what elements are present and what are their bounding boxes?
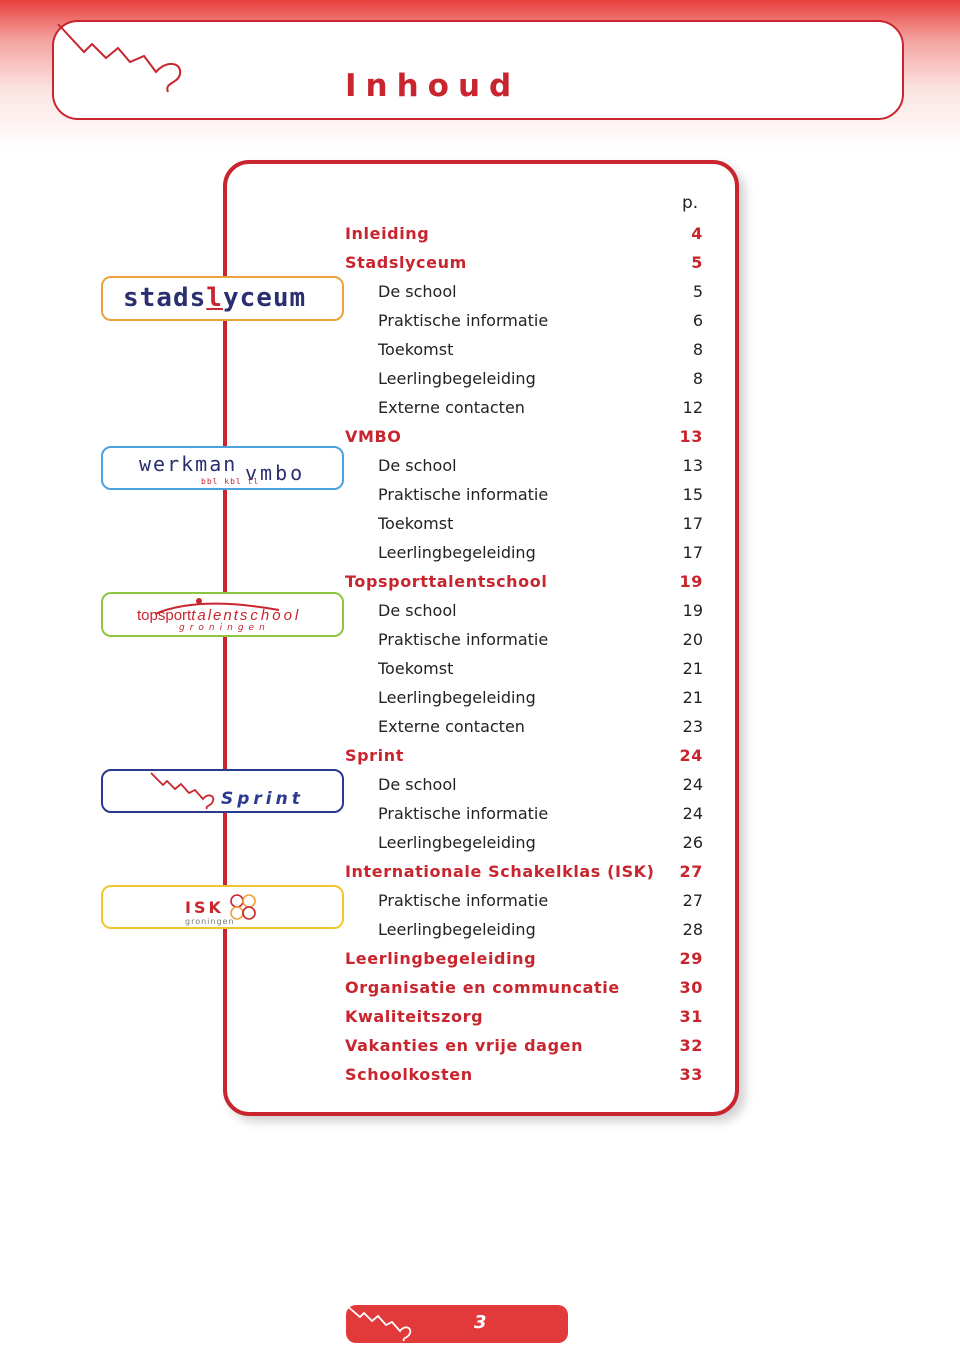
toc-entry-page: 21 [682, 659, 703, 678]
page-title: Inhoud [345, 68, 521, 104]
toc-entry-label: Toekomst [378, 514, 454, 533]
toc-entry-page: 33 [679, 1065, 703, 1084]
toc-subsection-row[interactable] [345, 509, 703, 538]
toc-entry-page: 12 [682, 398, 703, 417]
toc-entry-label: Leerlingbegeleiding [378, 543, 536, 562]
toc-entry-label: Organisatie en communcatie [345, 978, 620, 997]
toc-entry-page: 24 [679, 746, 703, 765]
toc-entry-page: 24 [682, 775, 703, 794]
toc-entry-page: 6 [692, 311, 703, 330]
toc-entry-page: 15 [682, 485, 703, 504]
toc-section-row[interactable] [345, 1031, 703, 1060]
logo-stadslyceum-text-b: yceum [222, 283, 307, 313]
toc-entry-label: Praktische informatie [378, 311, 549, 330]
footer-swoosh-icon [344, 1303, 414, 1343]
toc-entry-page: 8 [692, 369, 703, 388]
toc-subsection-row[interactable] [345, 335, 703, 364]
logo-werkman-subtext: bbl kbl tl [201, 477, 260, 486]
toc-section-row[interactable] [345, 567, 703, 596]
toc-subsection-row[interactable] [345, 654, 703, 683]
toc-subsection-row[interactable] [345, 451, 703, 480]
logo-topsport-text-b: talent [191, 607, 240, 624]
toc-subsection-row[interactable] [345, 712, 703, 741]
toc-subsection-row[interactable] [345, 683, 703, 712]
toc-entry-page: 13 [679, 427, 703, 446]
toc-entry-page: 29 [679, 949, 703, 968]
toc-entry-label: Stadslyceum [345, 253, 467, 272]
toc-entry-page: 13 [682, 456, 703, 475]
logo-werkman-vmbo [101, 446, 344, 490]
toc-entry-label: Toekomst [378, 340, 454, 359]
toc-section-row[interactable] [345, 219, 703, 248]
toc-entry-label: Leerlingbegeleiding [378, 688, 536, 707]
toc-entry-page: 28 [682, 920, 703, 939]
toc-entry-label: Sprint [345, 746, 404, 765]
toc-section-row[interactable] [345, 857, 703, 886]
toc-subsection-row[interactable] [345, 480, 703, 509]
toc-entry-page: 21 [682, 688, 703, 707]
logo-isk-subtext: groningen [185, 917, 235, 926]
toc-subsection-row[interactable] [345, 596, 703, 625]
logo-topsporttalentschool [101, 592, 344, 637]
toc-entry-page: 26 [682, 833, 703, 852]
logo-werkman-text: werkman [139, 452, 238, 476]
toc-entry-label: Leerlingbegeleiding [345, 949, 537, 968]
toc-entry-label: Leerlingbegeleiding [378, 369, 536, 388]
logo-topsport-text-a: topsport [137, 607, 192, 624]
toc-entry-page: 19 [682, 601, 703, 620]
toc-entry-label: Externe contacten [378, 398, 525, 417]
toc-subsection-row[interactable] [345, 799, 703, 828]
footer-bar [346, 1305, 568, 1343]
logo-stadslyceum-text-l: l [206, 283, 223, 313]
toc-entry-page: 17 [682, 514, 703, 533]
toc-entry-page: 20 [682, 630, 703, 649]
toc-entry-label: Toekomst [378, 659, 454, 678]
logo-topsport-subtext: groningen [179, 623, 270, 633]
toc-section-row[interactable] [345, 248, 703, 277]
toc-entry-label: De school [378, 775, 457, 794]
toc-section-row[interactable] [345, 1002, 703, 1031]
toc-subsection-row[interactable] [345, 828, 703, 857]
toc-entry-label: Internationale Schakelklas (ISK) [345, 862, 655, 881]
logo-isk-text: ISK [185, 898, 224, 917]
toc-subsection-row[interactable] [345, 886, 703, 915]
toc-entry-page: 27 [679, 862, 703, 881]
toc-entry-page: 32 [679, 1036, 703, 1055]
toc-entry-label: Externe contacten [378, 717, 525, 736]
toc-entry-page: 23 [682, 717, 703, 736]
toc-entry-page: 5 [692, 282, 703, 301]
toc-entry-label: Praktische informatie [378, 804, 549, 823]
toc-subsection-row[interactable] [345, 364, 703, 393]
toc-subsection-row[interactable] [345, 625, 703, 654]
toc-entry-label: Leerlingbegeleiding [378, 920, 536, 939]
toc-entry-label: De school [378, 601, 457, 620]
toc-entry-label: De school [378, 456, 457, 475]
toc-entry-page: 30 [679, 978, 703, 997]
toc-subsection-row[interactable] [345, 306, 703, 335]
toc-entry-page: 19 [679, 572, 703, 591]
toc-entry-label: Praktische informatie [378, 891, 549, 910]
logo-sprint [101, 769, 344, 813]
toc-subsection-row[interactable] [345, 277, 703, 306]
toc-section-row[interactable] [345, 422, 703, 451]
toc-entry-label: Kwaliteitszorg [345, 1007, 484, 1026]
logo-stadslyceum-text-a: stads [123, 283, 207, 313]
logo-vmbo-text: vmbo [245, 461, 306, 485]
sprint-swoosh-icon [149, 771, 219, 811]
toc-subsection-row[interactable] [345, 538, 703, 567]
logo-sprint-text: Sprint [221, 789, 304, 809]
logo-topsport-text-c: school [239, 607, 302, 624]
page-number: 3 [474, 1312, 487, 1333]
toc-entry-page: 8 [692, 340, 703, 359]
toc-section-row[interactable] [345, 1060, 703, 1089]
logo-isk [101, 885, 344, 929]
toc-entry-label: De school [378, 282, 457, 301]
toc-entry-label: Schoolkosten [345, 1065, 473, 1084]
toc-entry-page: 31 [679, 1007, 703, 1026]
toc-entry-label: Inleiding [345, 224, 430, 243]
toc-entry-label: Praktische informatie [378, 485, 549, 504]
toc-entry-page: 24 [682, 804, 703, 823]
toc-section-row[interactable] [345, 973, 703, 1002]
toc-entry-label: VMBO [345, 427, 402, 446]
toc-entry-page: 4 [691, 224, 703, 243]
logo-stadslyceum [101, 276, 344, 321]
toc-entry-label: Topsporttalentschool [345, 572, 548, 591]
toc-entry-label: Vakanties en vrije dagen [345, 1036, 584, 1055]
page-column-heading: p. [682, 193, 699, 213]
toc-entry-page: 27 [682, 891, 703, 910]
toc-entry-label: Praktische informatie [378, 630, 549, 649]
brand-swoosh-icon [56, 22, 196, 102]
toc-section-row[interactable] [345, 741, 703, 770]
toc-entry-label: Leerlingbegeleiding [378, 833, 536, 852]
toc-entry-page: 5 [691, 253, 703, 272]
toc-subsection-row[interactable] [345, 770, 703, 799]
toc-entry-page: 17 [682, 543, 703, 562]
toc-subsection-row[interactable] [345, 393, 703, 422]
toc-subsection-row[interactable] [345, 915, 703, 944]
toc-section-row[interactable] [345, 944, 703, 973]
